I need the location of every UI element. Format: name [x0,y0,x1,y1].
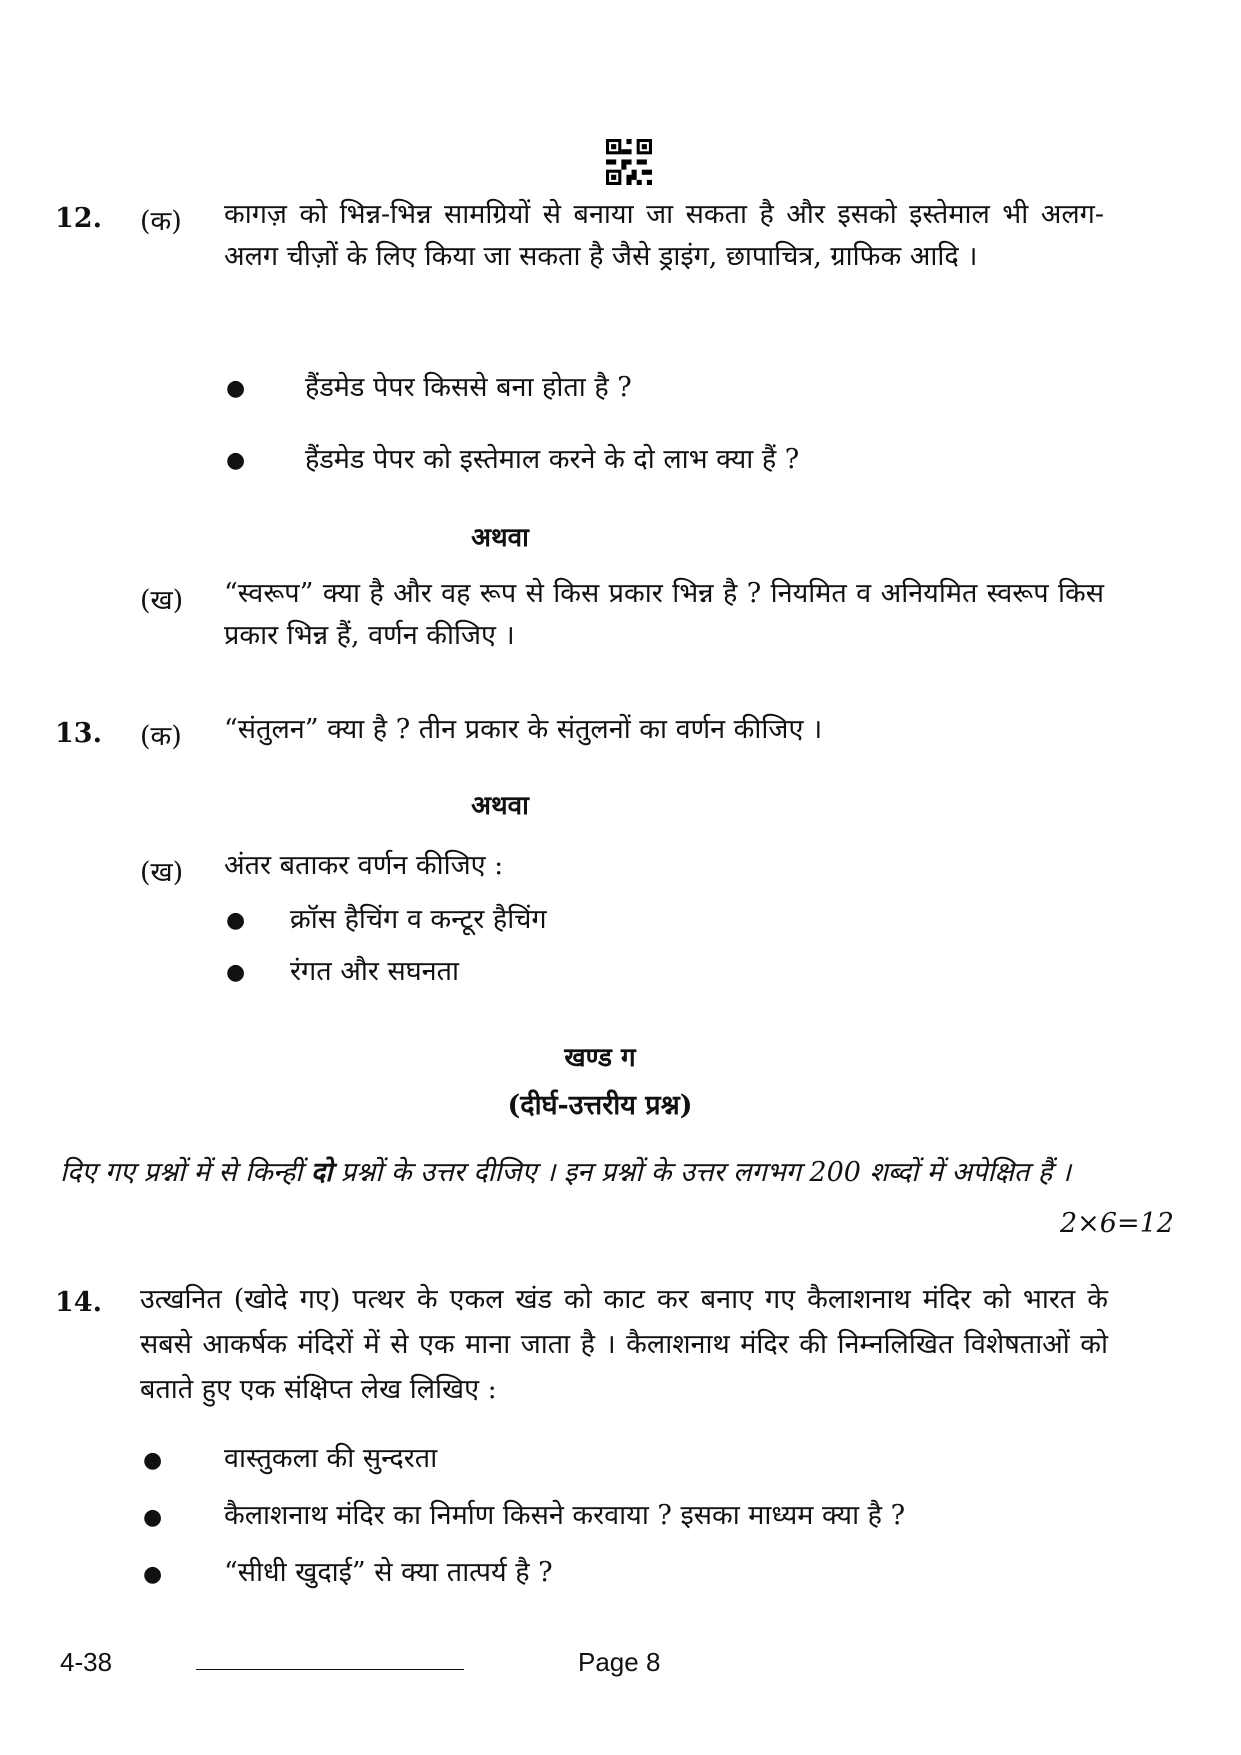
section-subtitle: (दीर्घ-उत्तरीय प्रश्न) [507,1090,693,1121]
bullet-icon: ● [226,908,246,933]
bullet-icon: ● [226,376,246,401]
q13-option-a-text: “संतुलन” क्या है ? तीन प्रकार के संतुलनों का वर्णन कीजिए । [224,714,823,745]
bullet-icon: ● [143,1562,163,1587]
q12-option-b-label: (ख) [140,585,184,616]
q12-a-bullet-2: हैंडमेड पेपर को इस्तेमाल करने के दो लाभ क्या हैं ? [305,444,800,475]
question-number-14: 14. [55,1287,102,1318]
q14-bullet-1: वास्तुकला की सुन्दरता [224,1443,438,1474]
q14-text: उत्खनित (खोदे गए) पत्थर के एकल खंड को काट कर बनाए गए कैलाशनाथ मंदिर को भारत के सबसे आकर्षक मंदिरों में से एक माना जाता है । कैलाशनाथ मंदिर की निम्नलिखित विशेषताओं को बताते हुए एक संक्षिप्त लेख लिखिए : [140,1284,1108,1405]
q13-option-b-text: अंतर बताकर वर्णन कीजिए : [224,850,504,881]
q13-b-bullet-2: रंगत और सघनता [290,956,460,987]
page-number: Page 8 [578,1647,661,1677]
bullet-icon: ● [226,448,246,473]
footer-divider [196,1669,464,1670]
q12-option-b-text: “स्वरूप” क्या है और वह रूप से किस प्रकार भिन्न है ? नियमित व अनियमित स्वरूप किस प्रकार भिन्न हैं, वर्णन कीजिए । [224,578,1104,651]
q13-option-b-label: (ख) [140,857,184,888]
section-instruction: दिए गए प्रश्नों में से किन्हीं दो प्रश्नों के उत्तर दीजिए । इन प्रश्नों के उत्तर लगभग 200 शब्दों में अपेक्षित हैं । [60,1157,1071,1188]
q13-or: अथवा [471,791,529,821]
question-number-12: 12. [55,203,102,234]
q12-option-a-text: कागज़ को भिन्न-भिन्न सामग्रियों से बनाया जा सकता है और इसको इस्तेमाल भी अलग-अलग चीज़ों के लिए किया जा सकता है जैसे ड्राइंग, छापाचित्र, ग्राफिक आदि । [224,199,1104,272]
q12-a-bullet-1: हैंडमेड पेपर किससे बना होता है ? [305,372,632,403]
bullet-icon: ● [143,1505,163,1530]
q13-option-a-label: (क) [140,721,182,752]
qr-code [606,139,652,185]
page-code: 4-38 [60,1647,113,1677]
q12-option-a-label: (क) [140,206,182,237]
section-marks: 2×6=12 [1060,1208,1174,1239]
q12-or: अथवा [471,523,529,553]
question-number-13: 13. [55,718,102,749]
bullet-icon: ● [143,1448,163,1473]
q14-bullet-2: कैलाशनाथ मंदिर का निर्माण किसने करवाया ? इसका माध्यम क्या है ? [224,1500,906,1531]
q13-b-bullet-1: क्रॉस हैचिंग व कन्टूर हैचिंग [290,904,547,935]
section-title: खण्ड ग [564,1043,636,1073]
q14-bullet-3: “सीधी खुदाई” से क्या तात्पर्य है ? [224,1557,553,1588]
bullet-icon: ● [226,960,246,985]
